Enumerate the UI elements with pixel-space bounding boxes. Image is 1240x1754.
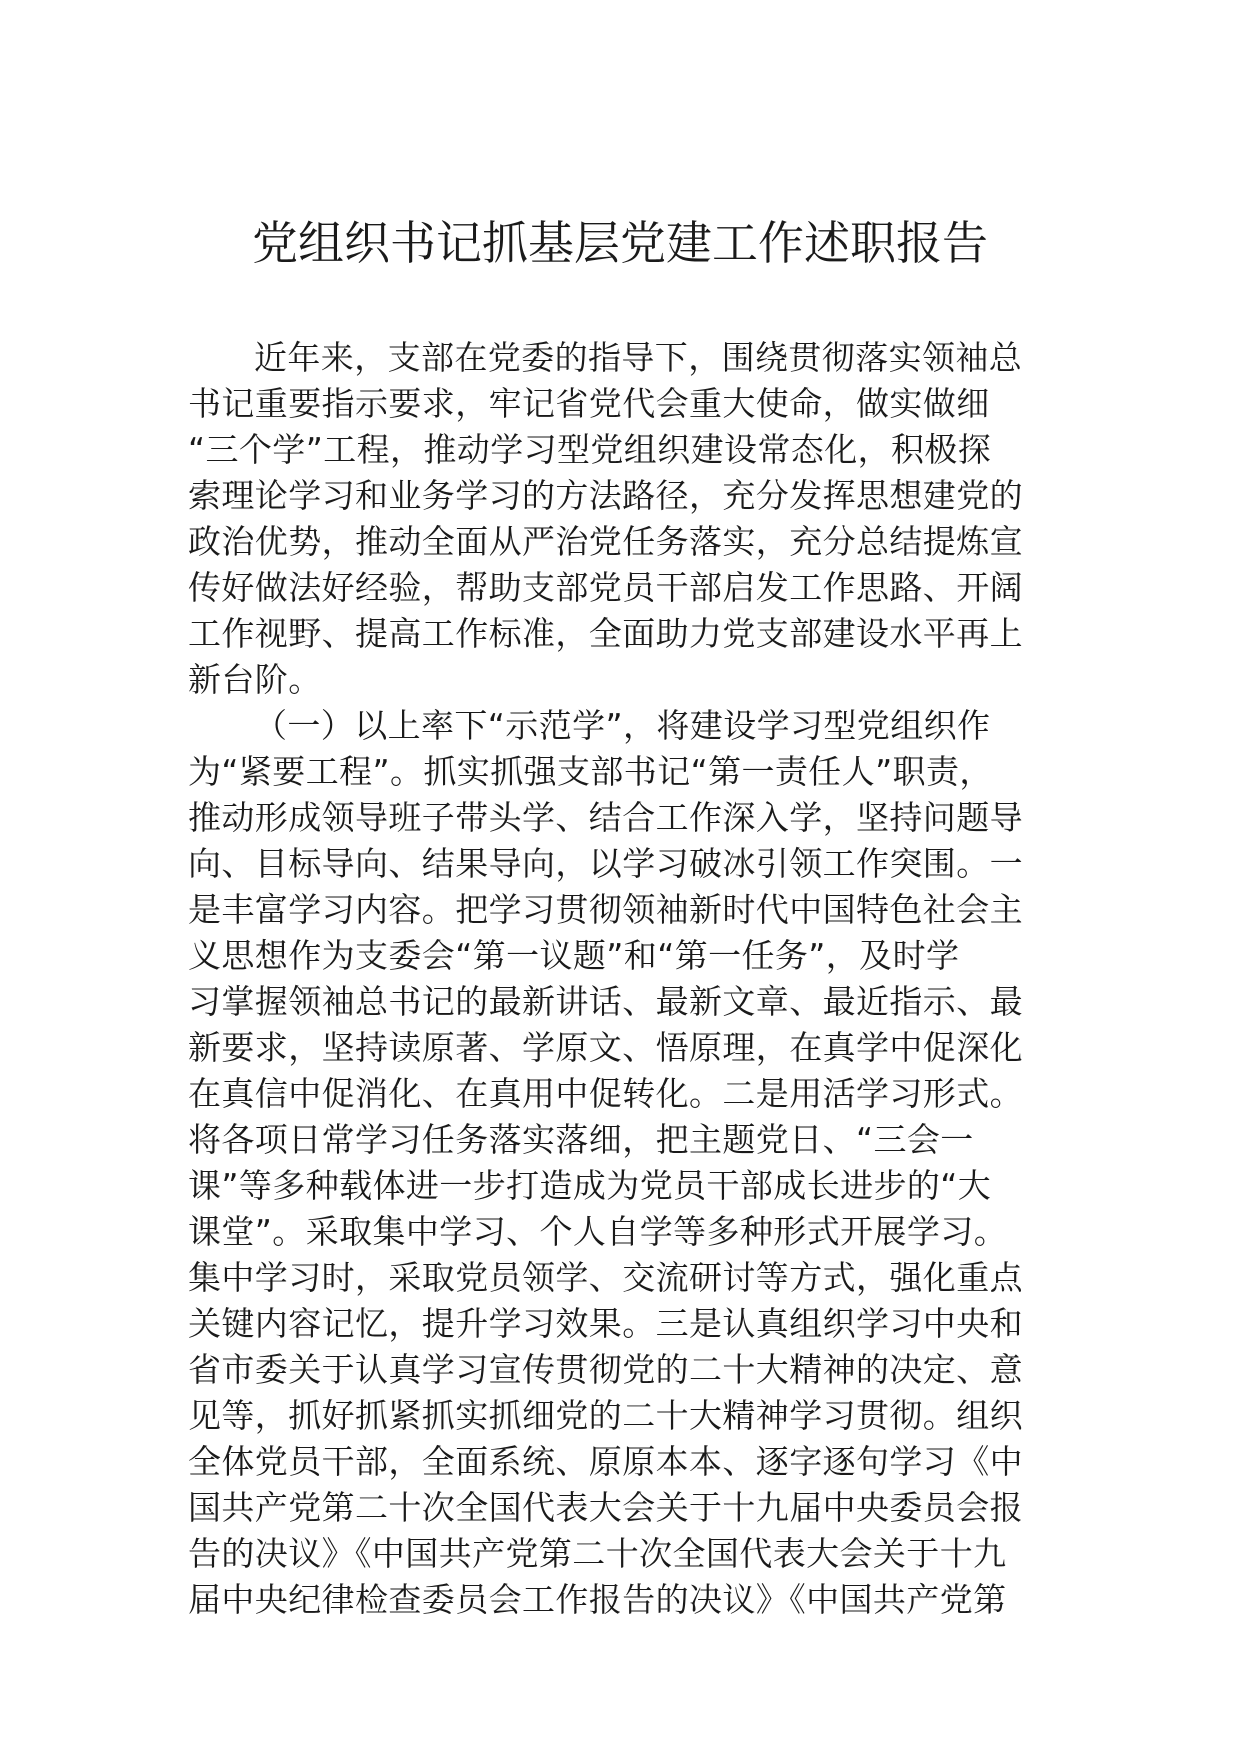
paragraph-line: 见等，抓好抓紧抓实抓细党的二十大精神学习贯彻。组织	[188, 1396, 1023, 1435]
paragraph-line: 将各项日常学习任务落实落细，把主题党日、“三会一	[188, 1120, 974, 1159]
paragraph-line: 集中学习时，采取党员领学、交流研讨等方式，强化重点	[188, 1258, 1023, 1297]
paragraph-line: 工作视野、提高工作标准，全面助力党支部建设水平再上	[188, 614, 1023, 653]
paragraph-line: 推动形成领导班子带头学、结合工作深入学，坚持问题导	[188, 798, 1023, 837]
document-title: 党组织书记抓基层党建工作述职报告	[252, 216, 988, 270]
paragraph-line: 书记重要指示要求，牢记省党代会重大使命，做实做细	[188, 384, 990, 423]
paragraph-line: 课堂”。采取集中学习、个人自学等多种形式开展学习。	[188, 1212, 1008, 1251]
paragraph-line: 关键内容记忆，提升学习效果。三是认真组织学习中央和	[188, 1304, 1023, 1343]
paragraph-line: 为“紧要工程”。抓实抓强支部书记“第一责任人”职责，	[188, 752, 993, 791]
paragraph-line: 向、目标导向、结果导向，以学习破冰引领工作突围。一	[188, 844, 1023, 883]
paragraph-line: “三个学”工程，推动学习型党组织建设常态化，积极探	[188, 430, 992, 469]
paragraph-line: 义思想作为支委会“第一议题”和“第一任务”，及时学	[188, 936, 960, 975]
paragraph-line: 国共产党第二十次全国代表大会关于十九届中央委员会报	[188, 1488, 1023, 1527]
paragraph-line: 政治优势，推动全面从严治党任务落实，充分总结提炼宣	[188, 522, 1023, 561]
paragraph-line: 新台阶。	[188, 660, 322, 699]
paragraph-line: 索理论学习和业务学习的方法路径，充分发挥思想建党的	[188, 476, 1023, 515]
paragraph-line: 是丰富学习内容。把学习贯彻领袖新时代中国特色社会主	[188, 890, 1023, 929]
paragraph-line: 新要求，坚持读原著、学原文、悟原理，在真学中促深化	[188, 1028, 1023, 1067]
paragraph-line: 省市委关于认真学习宣传贯彻党的二十大精神的决定、意	[188, 1350, 1023, 1389]
document-body	[188, 335, 1054, 1623]
paragraph-line: 全体党员干部，全面系统、原原本本、逐字逐句学习《中	[188, 1442, 1023, 1481]
paragraph-line: 课”等多种载体进一步打造成为党员干部成长进步的“大	[188, 1166, 992, 1205]
paragraph-line: （一）以上率下“示范学”，将建设学习型党组织作	[254, 706, 991, 745]
paragraph-line: 习掌握领袖总书记的最新讲话、最新文章、最近指示、最	[188, 982, 1023, 1021]
paragraph-line: 告的决议》《中国共产党第二十次全国代表大会关于十九	[188, 1534, 1007, 1573]
paragraph-line: 近年来，支部在党委的指导下，围绕贯彻落实领袖总	[254, 338, 1023, 377]
paragraph-line: 传好做法好经验，帮助支部党员干部启发工作思路、开阔	[188, 568, 1023, 607]
paragraph-line: 在真信中促消化、在真用中促转化。二是用活学习形式。	[188, 1074, 1023, 1113]
paragraph-line: 届中央纪律检查委员会工作报告的决议》《中国共产党第	[188, 1580, 1007, 1619]
